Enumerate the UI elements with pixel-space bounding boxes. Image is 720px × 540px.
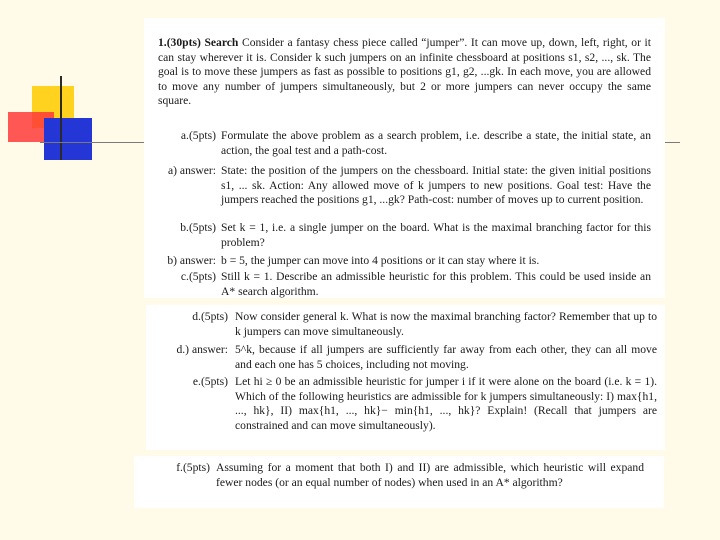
- blue-block-decoration: [44, 118, 92, 160]
- part-label: f.(5pts): [176, 461, 210, 474]
- part-text: 5^k, because if all jumpers are sufficiently far away from each other, they can all move and each one has 5 choices, including not moving.: [235, 343, 657, 371]
- part-d: [148, 310, 657, 339]
- part-label: c.(5pts): [180, 270, 216, 283]
- part-label: b.(5pts): [180, 221, 216, 234]
- question-number: 1.(30pts): [158, 36, 201, 49]
- part-text: Let hi ≥ 0 be an admissible heuristic for jumper i if it were alone on the board (i.e. k = 1). Which of the following heuristics are admissible for k jumpers simultaneously: I) max{h1, ..., hk}, II) max{h1, ..., hk}− min{h1, ..., hk}? Explain! (Recall that jumpers are constrained and can move simultaneously).: [235, 375, 657, 432]
- question-panel-3: [134, 456, 664, 508]
- part-text: Set k = 1, i.e. a single jumper on the board. What is the maximal branching factor for this problem?: [221, 221, 651, 249]
- part-a: [150, 129, 651, 158]
- part-label: e.(5pts): [192, 375, 228, 388]
- part-text: Assuming for a moment that both I) and II) are admissible, which heuristic will expand fewer nodes (or an equal number of nodes) when used in an A* algorithm?: [216, 461, 644, 489]
- vertical-rule-decoration: [60, 76, 62, 160]
- part-e: [148, 375, 657, 433]
- part-label: a.(5pts): [180, 129, 216, 142]
- part-text: Still k = 1. Describe an admissible heuristic for this problem. This could be used inside an A* search algorithm.: [221, 270, 651, 298]
- part-b: [150, 221, 651, 250]
- question-intro: [158, 36, 651, 109]
- part-text: b = 5, the jumper can move into 4 positions or it can stay where it is.: [221, 254, 540, 267]
- part-text: State: the position of the jumpers on the chessboard. Initial state: the given initial positions s1, ... sk. Action: Any allowed move of k jumpers to new positions. Goal test: Have the jumpers reached the positions g1, ...gk? Path-cost: number of moves up to current position.: [221, 164, 651, 207]
- question-text: Consider a fantasy chess piece called “jumper”. It can move up, down, left, right, or it can stay wherever it is. Consider k such jumpers on an infinite chessboard at positions s1, s2, ..., sk. The goal is to move these jumpers as fast as possible to positions g1, g2, ...gk. In each move, you are allowed to move any number of jumpers simultaneously, but 2 or more jumpers can never occupy the same square.: [158, 36, 651, 108]
- part-label: d.) answer:: [176, 343, 228, 356]
- part-c: [150, 270, 651, 299]
- part-text: Now consider general k. What is now the maximal branching factor? Remember that up to k jumpers can move simultaneously.: [235, 310, 657, 338]
- question-panel-1: [144, 18, 665, 298]
- question-heading: Search: [204, 36, 239, 49]
- part-label: b) answer:: [167, 254, 216, 267]
- part-f: [148, 461, 644, 490]
- part-d-answer: [148, 343, 657, 372]
- part-b-answer: [150, 254, 651, 269]
- part-label: d.(5pts): [192, 310, 228, 323]
- part-text: Formulate the above problem as a search problem, i.e. describe a state, the initial state, an action, the goal test and a path-cost.: [221, 129, 651, 157]
- part-label: a) answer:: [168, 164, 216, 177]
- part-a-answer: [150, 164, 651, 208]
- question-panel-2: [146, 305, 665, 450]
